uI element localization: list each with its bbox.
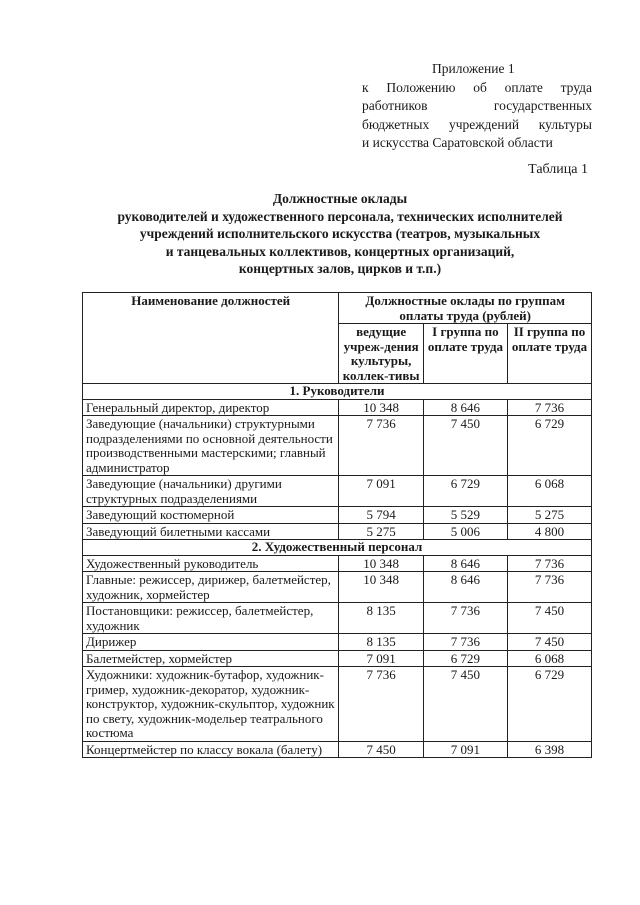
salary-value: 6 729 [423,476,507,507]
heading-line: учреждений исполнительского искусства (театров, музыкальных [139,226,541,241]
salary-value: 5 529 [423,507,507,524]
heading-line: руководителей и художественного персонала, технических исполнителей [117,208,563,224]
salary-value: 8 646 [423,572,507,603]
annex-title: Приложение 1 [432,61,515,76]
table-row [83,476,592,507]
table-row [83,555,592,572]
col-header-group-1: I группа по оплате труда [423,324,507,384]
salary-value: 6 068 [507,650,591,667]
table-row [83,572,592,603]
table-number: Таблица 1 [528,162,588,177]
salary-value: 10 348 [339,399,424,416]
position-name: Заведующие (начальники) другими структурных подразделениями [83,476,339,507]
salary-value: 7 736 [507,572,591,603]
salary-value: 7 736 [507,555,591,572]
salary-value: 7 736 [423,603,507,634]
annex-block [362,60,592,153]
section-header: 2. Художественный персонал [83,540,592,556]
salary-value: 7 450 [339,741,424,758]
annex-line: работников государственных [362,98,592,113]
position-name: Заведующий костюмерной [83,507,339,524]
document-heading [60,190,620,278]
table-row [83,650,592,667]
position-name: Генеральный директор, директор [83,399,339,416]
salary-value: 5 794 [339,507,424,524]
table-row [83,416,592,476]
heading-line: Должностные оклады [272,191,408,206]
salary-value: 7 091 [339,476,424,507]
col-header-leading: ведущие учреж-дения культуры, коллек-тивы [339,324,424,384]
salary-value: 7 736 [339,667,424,742]
table-row [83,634,592,651]
section-header: 1. Руководители [83,384,592,400]
salary-value: 8 646 [423,555,507,572]
salary-value: 7 736 [507,399,591,416]
table-row [83,399,592,416]
salary-value: 6 729 [507,416,591,476]
table-row [83,523,592,540]
salary-value: 7 450 [423,667,507,742]
salary-value: 5 275 [339,523,424,540]
salary-value: 10 348 [339,572,424,603]
annex-line: к Положению об оплате труда [362,79,592,95]
salary-value: 8 646 [423,399,507,416]
salary-value: 7 450 [507,603,591,634]
table-row [83,603,592,634]
salary-value: 4 800 [507,523,591,540]
salary-value: 5 275 [507,507,591,524]
salary-value: 8 135 [339,634,424,651]
salary-value: 6 729 [423,650,507,667]
salary-value: 8 135 [339,603,424,634]
table-row [83,667,592,742]
position-name: Заведующие (начальники) структурными подразделениями по основной деятельности производственными мастерскими; главный администратор [83,416,339,476]
position-name: Дирижер [83,634,339,651]
col-header-position: Наименование должностей [83,293,339,384]
salary-table [82,292,592,758]
salary-value: 10 348 [339,555,424,572]
position-name: Художники: художник-бутафор, художник-гример, художник-декоратор, художник-конструктор, художник-скульптор, художник по свету, художник-модельер театрального костюма [83,667,339,742]
position-name: Заведующий билетными кассами [83,523,339,540]
salary-value: 6 729 [507,667,591,742]
annex-line: и искусства Саратовской области [362,135,553,150]
salary-value: 6 068 [507,476,591,507]
salary-value: 7 450 [507,634,591,651]
salary-value: 7 736 [423,634,507,651]
position-name: Концертмейстер по классу вокала (балету) [83,741,339,758]
heading-line: концертных залов, цирков и т.п.) [238,261,442,276]
salary-value: 6 398 [507,741,591,758]
salary-value: 7 736 [339,416,424,476]
table-row [83,741,592,758]
position-name: Балетмейстер, хормейстер [83,650,339,667]
salary-value: 7 091 [423,741,507,758]
salary-value: 7 091 [339,650,424,667]
position-name: Постановщики: режиссер, балетмейстер, художник [83,603,339,634]
salary-value: 7 450 [423,416,507,476]
position-name: Главные: режиссер, дирижер, балетмейстер, художник, хормейстер [83,572,339,603]
salary-value: 5 006 [423,523,507,540]
heading-line: и танцевальных коллективов, концертных организаций, [165,243,515,259]
annex-line: бюджетных учреждений культуры [362,116,592,132]
col-header-salary-groups: Должностные оклады по группам оплаты труда (рублей) [339,293,592,324]
col-header-group-2: II группа по оплате труда [507,324,591,384]
table-row [83,507,592,524]
position-name: Художественный руководитель [83,555,339,572]
